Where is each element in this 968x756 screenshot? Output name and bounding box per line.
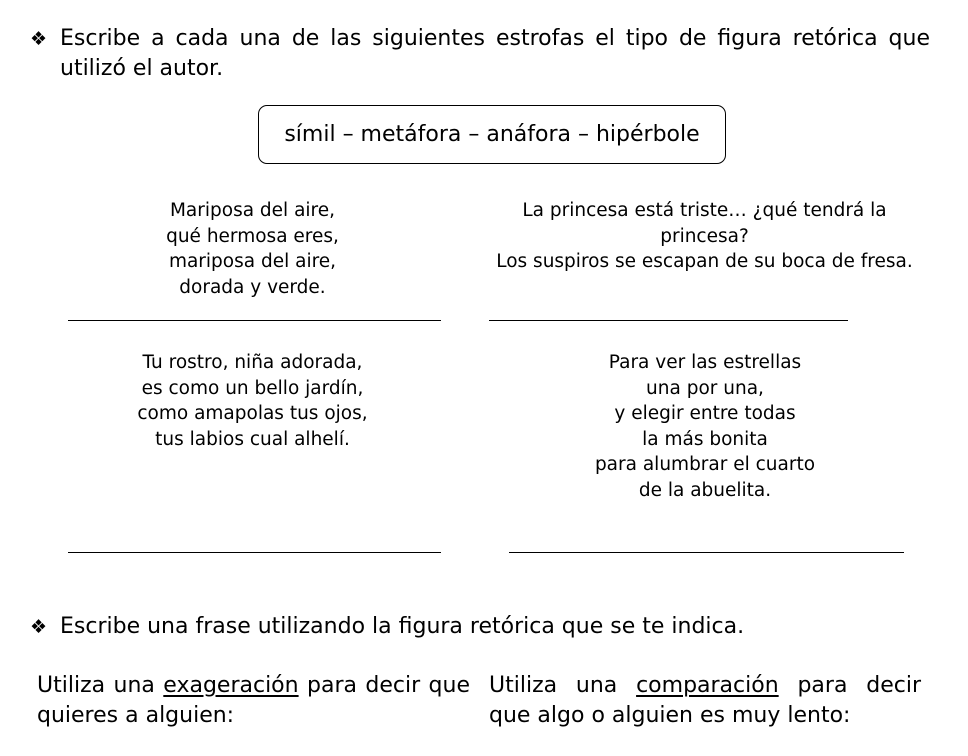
prompt-text: para decir que quieres a alguien: (37, 673, 470, 728)
stanza-line: de la abuelita. (638, 479, 772, 501)
stanza-line: La princesa está triste… ¿qué tendrá la (522, 200, 887, 221)
instruction-2 (30, 612, 930, 642)
stanza-4 (520, 350, 890, 504)
answer-line-2[interactable] (489, 320, 848, 321)
stanza-line: mariposa del aire, (168, 251, 337, 273)
prompt-keyword: exageración (163, 673, 299, 698)
stanza-line: como amapolas tus ojos, (137, 403, 368, 425)
instruction-1-text: Escribe a cada una de las siguientes estrofas el tipo de figura retórica que utilizó el autor. (60, 26, 930, 81)
stanza-line: qué hermosa eres, (166, 225, 339, 247)
stanza-line: es como un bello jardín, (141, 377, 364, 399)
figure-options-box (258, 105, 726, 164)
prompt-comparison (489, 671, 921, 731)
answer-line-3[interactable] (68, 552, 441, 553)
stanza-2 (482, 198, 927, 275)
prompt-exaggeration (37, 671, 470, 731)
stanza-line: la más bonita (642, 428, 768, 450)
stanza-line: Tu rostro, niña adorada, (142, 352, 363, 373)
diamond-bullet-icon: ❖ (30, 28, 48, 50)
prompt-keyword: comparación (636, 673, 779, 698)
stanza-1 (90, 198, 415, 300)
stanza-line: Mariposa del aire, (169, 200, 336, 221)
stanza-line: y elegir entre todas (614, 403, 796, 425)
stanza-line: una por una, (646, 377, 764, 399)
figure-options-text: símil – metáfora – anáfora – hipérbole (284, 122, 700, 147)
prompt-text: para decir que algo o alguien es muy lento: (489, 673, 921, 728)
stanza-line: dorada y verde. (179, 276, 326, 298)
diamond-bullet-icon: ❖ (30, 616, 48, 638)
instruction-1 (30, 24, 930, 84)
answer-line-1[interactable] (68, 320, 441, 321)
stanza-line: para alumbrar el cuarto (594, 454, 816, 476)
answer-line-4[interactable] (509, 552, 904, 553)
stanza-3 (90, 350, 415, 452)
stanza-line: Para ver las estrellas (608, 352, 802, 373)
prompt-text: Utiliza una (489, 673, 637, 698)
stanza-line: tus labios cual alhelí. (155, 428, 350, 450)
instruction-2-text: Escribe una frase utilizando la figura retórica que se te indica. (60, 614, 745, 639)
stanza-line: princesa? (660, 225, 749, 247)
prompt-text: Utiliza una (37, 673, 164, 698)
stanza-line: Los suspiros se escapan de su boca de fresa. (496, 251, 913, 273)
